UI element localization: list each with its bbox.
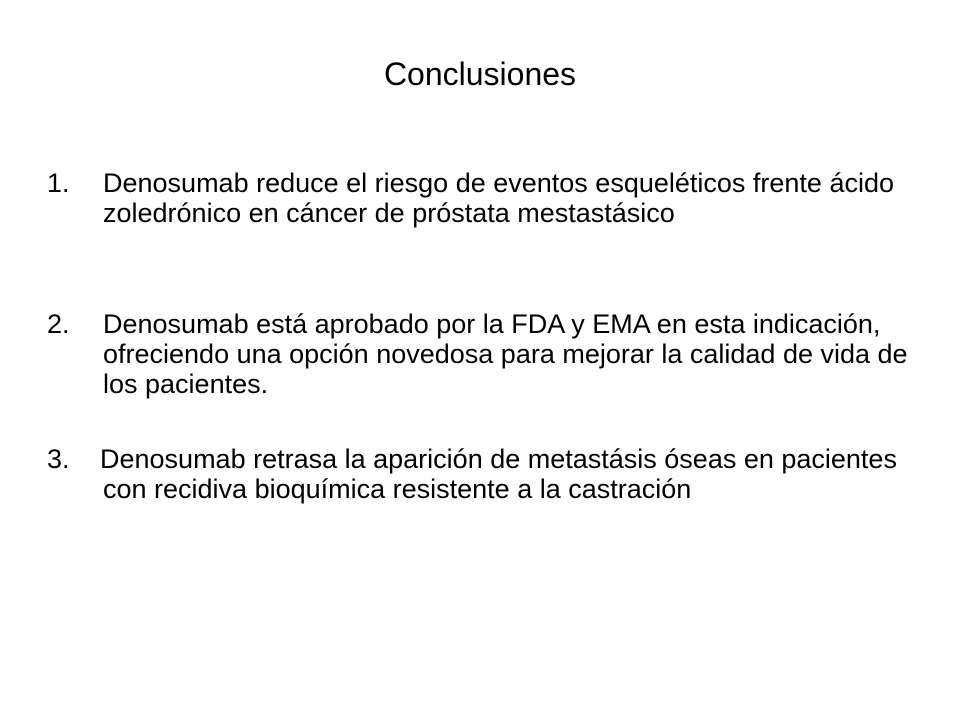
item-number: 3. [47,444,70,474]
conclusion-item-2 [47,309,923,399]
conclusion-item-1 [47,168,923,228]
slide-title: Conclusiones [383,56,577,92]
item-text: Denosumab está aprobado por la FDA y EMA en esta indicación, ofreciendo una opción novedosa para mejorar la calidad de vida de los pacientes. [103,309,908,399]
item-number: 2. [47,309,70,339]
item-text: Denosumab retrasa la aparición de metastásis óseas en pacientes con recidiva bioquímica resistente a la castración [100,444,897,504]
item-text: Denosumab reduce el riesgo de eventos esqueléticos frente ácido zoledrónico en cáncer de próstata mestastásico [103,168,894,228]
item-number: 1. [47,168,70,198]
conclusion-item-3 [47,444,923,504]
